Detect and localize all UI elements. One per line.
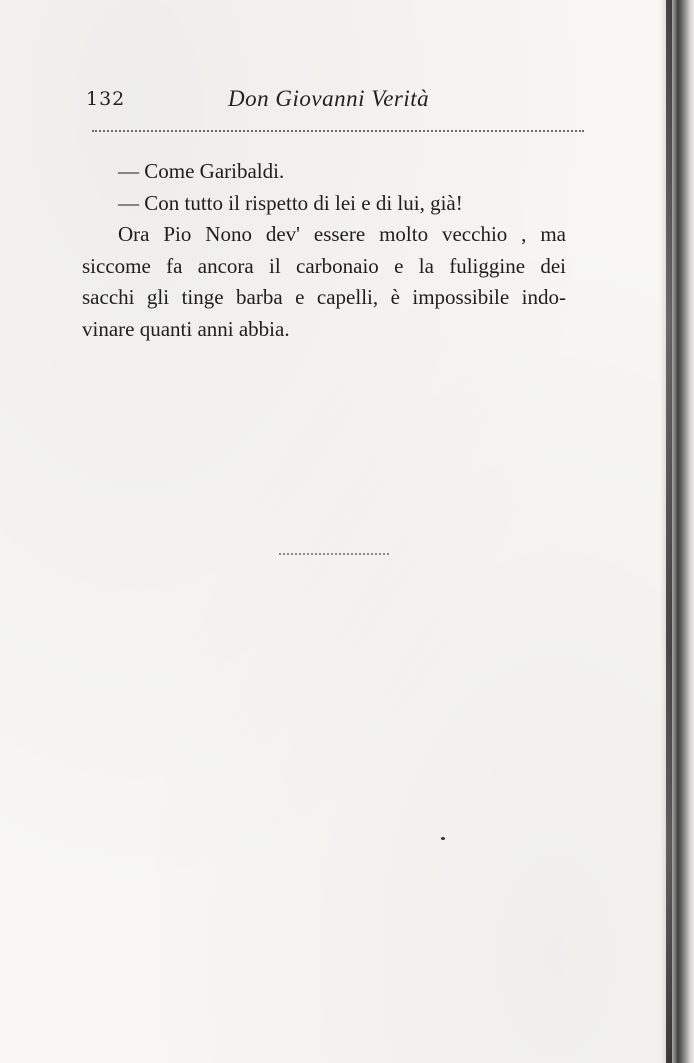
- body-text: [82, 156, 566, 345]
- binding-edge: [666, 0, 672, 1063]
- running-title: Don Giovanni Verità: [228, 86, 430, 111]
- text-line: siccome fa ancora il carbonaio e la fuliggine dei: [82, 253, 566, 278]
- chapter-end-dotted-rule: [279, 553, 389, 555]
- text-line: — Con tutto il rispetto di lei e di lui, già!: [118, 190, 463, 215]
- page-number: 132: [86, 88, 126, 110]
- paper-speck: [441, 837, 445, 840]
- text-line: — Come Garibaldi.: [118, 159, 285, 183]
- text-line: sacchi gli tinge barba e capelli, è impossibile indo-: [82, 285, 566, 309]
- page-header: [86, 82, 586, 122]
- text-line: Ora Pio Nono dev' essere molto vecchio , ma: [118, 222, 566, 246]
- text-line: vinare quanti anni abbia.: [82, 316, 290, 341]
- header-dotted-rule: [92, 130, 584, 132]
